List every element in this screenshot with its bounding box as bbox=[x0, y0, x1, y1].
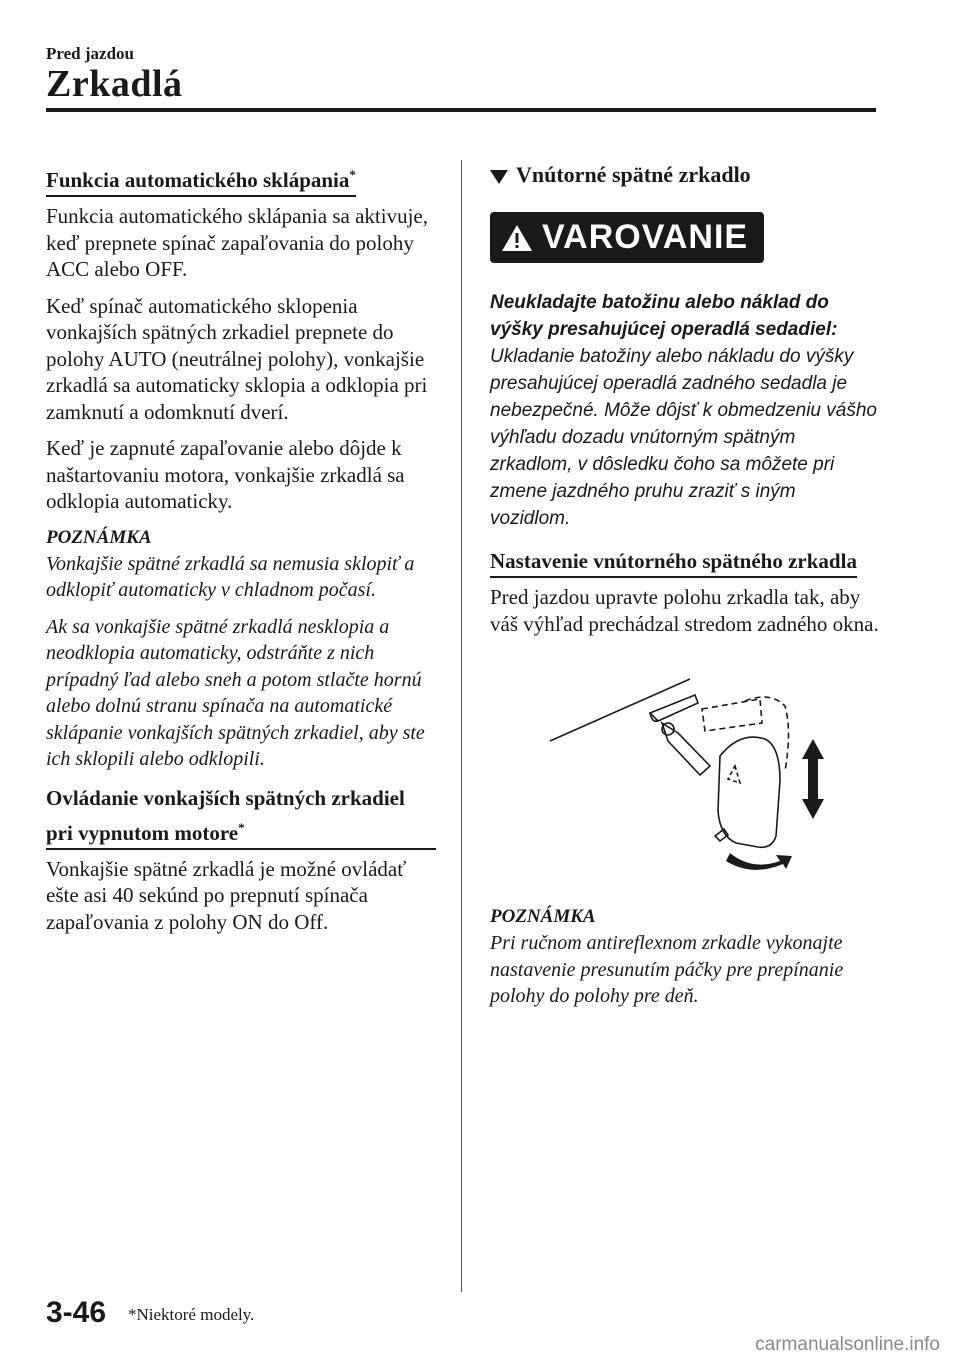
note-title: POZNÁMKA bbox=[490, 906, 596, 927]
paragraph: Funkcia automatického sklápania sa aktivuje, keď prepnete spínač zapaľovania do polohy ACC alebo OFF. bbox=[46, 204, 428, 281]
footnote-mark: * bbox=[238, 819, 245, 835]
note-text: Pri ručnom antireflexnom zrkadle vykonajte nastavenie presunutím páčky pre prepínanie polohy do polohy pre deň. bbox=[490, 932, 844, 1007]
watermark: carmanualsonline.info bbox=[755, 1334, 940, 1355]
footnote-mark: * bbox=[349, 167, 356, 182]
footnote: *Niektoré modely. bbox=[128, 1305, 255, 1324]
heading-auto-folding-text: Funkcia automatického sklápania bbox=[46, 168, 350, 192]
heading-engine-off-control bbox=[46, 783, 436, 850]
section-heading-text: Vnútorné spätné zrkadlo bbox=[516, 162, 751, 187]
warning-icon bbox=[500, 223, 534, 253]
paragraph: Keď spínač automatického sklopenia vonkajších spätných zrkadiel prepnete do polohy AUTO (neutrálnej polohy), vonkajšie zrkadlá sa automaticky sklopia a odklopia pri zamknutí a odomknutí dverí. bbox=[46, 293, 428, 424]
warning-text: Ukladanie batožiny alebo nákladu do výšky presahujúcej operadlá zadného sedadla je nebezpečné. Môže dôjsť k obmedzeniu vášho výhľadu dozadu vnútorným spätným zrkadlom, v dôsledku čoho sa môžete pri zmene jazdného pruhu zraziť s iným vozidlom. bbox=[490, 346, 877, 529]
heading-adjust-mirror: Nastavenie vnútorného spätného zrkadla bbox=[490, 546, 857, 578]
note-title: POZNÁMKA bbox=[46, 526, 152, 548]
mirror-adjustment-illustration bbox=[540, 671, 840, 881]
heading-engine-off-control-text: Ovládanie vonkajších spätných zrkadiel pri vypnutom motore bbox=[46, 785, 405, 845]
header-rule bbox=[46, 108, 876, 112]
paragraph: Keď je zapnuté zapaľovanie alebo dôjde k naštartovaniu motora, vonkajšie zrkadlá sa odklopia automaticky. bbox=[46, 436, 405, 513]
paragraph: Pred jazdou upravte polohu zrkadla tak, aby váš výhľad prechádzal stredom zadného okna. bbox=[490, 585, 879, 636]
warning-label: VAROVANIE bbox=[542, 218, 749, 256]
heading-auto-folding bbox=[46, 160, 356, 197]
note-text: Ak sa vonkajšie spätné zrkadlá nesklopia a neodklopia automaticky, odstráňte z nich prípadný ľad alebo sneh a potom stlačte hornú alebo dolnú stranu spínača na automatické sklápanie vonkajších spätných zrkadiel, aby ste ich sklopili alebo odklopili. bbox=[46, 615, 425, 770]
warning-bold-text: Neukladajte batožinu alebo náklad do výšky presahujúcej operadlá sedadiel: bbox=[490, 292, 838, 340]
section-heading bbox=[490, 160, 880, 190]
section-label: Pred jazdou bbox=[46, 44, 134, 63]
warning-badge bbox=[490, 212, 764, 263]
right-column bbox=[490, 160, 880, 1020]
left-column bbox=[46, 160, 436, 945]
page-number: 3-46 bbox=[46, 1296, 107, 1329]
paragraph: Vonkajšie spätné zrkadlá je možné ovládať ešte asi 40 sekúnd po prepnutí spínača zapaľovania z polohy ON do Off. bbox=[46, 856, 407, 934]
triangle-bullet-icon bbox=[490, 170, 508, 184]
page-title: Zrkadlá bbox=[46, 63, 183, 105]
column-divider bbox=[461, 160, 462, 1292]
note-text: Vonkajšie spätné zrkadlá sa nemusia sklopiť a odklopiť automaticky v chladnom počasí. bbox=[46, 552, 415, 601]
